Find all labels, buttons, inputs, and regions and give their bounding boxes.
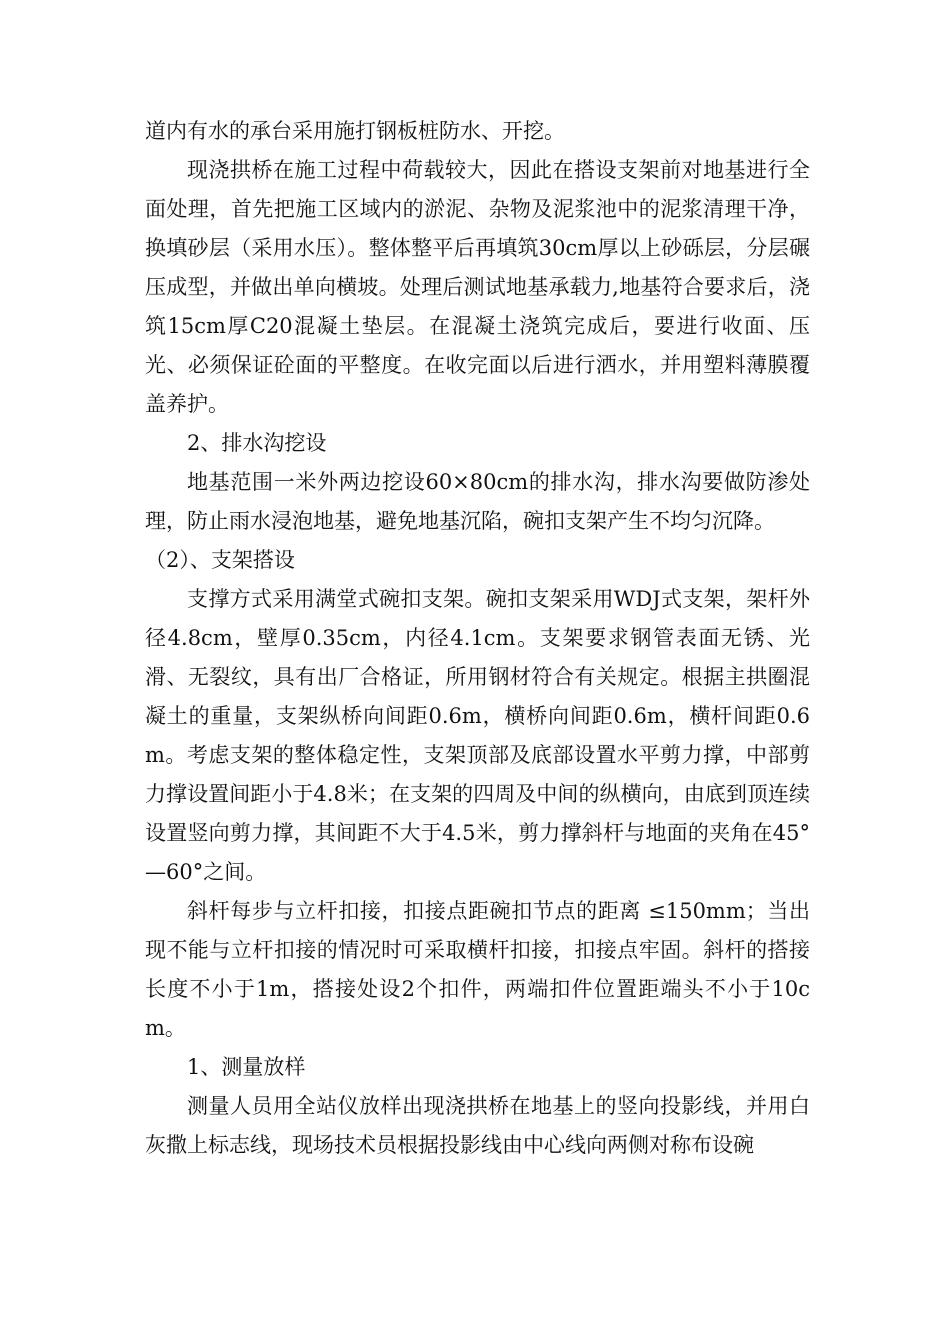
body-paragraph: 斜杆每步与立杆扣接，扣接点距碗扣节点的距离 ≤150mm；当出现不能与立杆扣接的情况时可采取横杆扣接，扣接点牢固。斜杆的搭接长度不小于1m，搭接处设2个扣件，两端扣件位置距端头不小于10cm。 xyxy=(145,899,810,1040)
section-heading: 2、排水沟挖设 xyxy=(187,431,327,455)
body-paragraph: 测量人员用全站仪放样出现浇拱桥在地基上的竖向投影线，并用白灰撒上标志线，现场技术员根据投影线由中心线向两侧对称布设碗 xyxy=(145,1094,810,1157)
section-heading: （2）、支架搭设 xyxy=(145,548,295,572)
body-paragraph: 道内有水的承台采用施打钢板桩防水、开挖。 xyxy=(145,119,565,143)
body-paragraph: 地基范围一米外两边挖设60×80cm的排水沟，排水沟要做防渗处理，防止雨水浸泡地基，避免地基沉陷，碗扣支架产生不均匀沉降。 xyxy=(145,470,810,533)
section-heading: 1、测量放样 xyxy=(187,1055,306,1079)
document-page xyxy=(145,112,810,1165)
body-paragraph: 现浇拱桥在施工过程中荷载较大，因此在搭设支架前对地基进行全面处理，首先把施工区域内的淤泥、杂物及泥浆池中的泥浆清理干净，换填砂层（采用水压）。整体整平后再填筑30cm厚以上砂砾层，分层碾压成型，并做出单向横坡。处理后测试地基承载力,地基符合要求后，浇筑15cm厚C20混凝土垫层。在混凝土浇筑完成后，要进行收面、压光、必须保证砼面的平整度。在收完面以后进行洒水，并用塑料薄膜覆盖养护。 xyxy=(145,158,810,416)
body-paragraph: 支撑方式采用满堂式碗扣支架。碗扣支架采用WDJ式支架，架杆外径4.8cm，壁厚0.35cm，内径4.1cm。支架要求钢管表面无锈、光滑、无裂纹，具有出厂合格证，所用钢材符合有关规定。根据主拱圈混凝土的重量，支架纵桥向间距0.6m，横桥向间距0.6m，横杆间距0.6m。考虑支架的整体稳定性，支架顶部及底部设置水平剪力撑，中部剪力撑设置间距小于4.8米；在支架的四周及中间的纵横向，由底到顶连续设置竖向剪力撑，其间距不大于4.5米，剪力撑斜杆与地面的夹角在45°—60°之间。 xyxy=(145,587,810,884)
